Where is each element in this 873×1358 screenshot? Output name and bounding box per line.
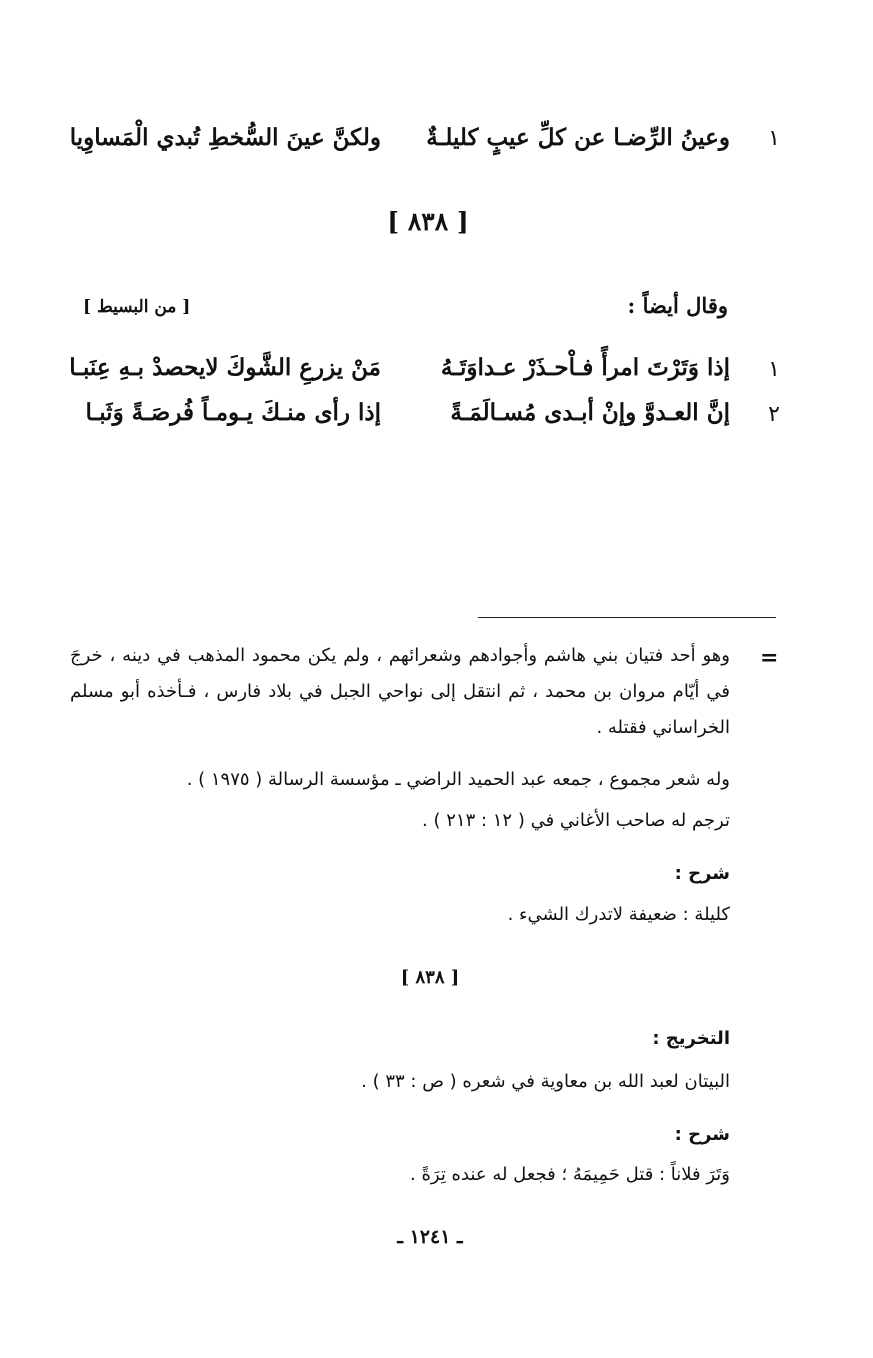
footnote-poem-number: [ ٨٣٨ ]: [400, 967, 460, 988]
verse-first-hemistich: إذا وَتَرْتَ امرأً فـاْحـذَرْ عـداوَتَـهُ: [440, 354, 730, 381]
poem-number: [ ٨٣٨ ]: [387, 207, 469, 236]
verse-first-hemistich: إنَّ العـدوَّ وإنْ أبـدى مُسـالَمَـةً: [450, 399, 730, 426]
sharh-heading: شرح :: [674, 863, 730, 884]
verse-second-hemistich: ولكنَّ عينَ السُّخطِ تُبدي الْمَساوِيا: [69, 124, 381, 151]
poem-intro: وقال أيضاً :: [627, 293, 728, 318]
verse-number: ١: [768, 357, 780, 382]
verse-second-hemistich: مَنْ يزرعِ الشَّوكَ لايحصدْ بـهِ عِنَبـا: [69, 354, 381, 381]
verse-number: ٢: [768, 402, 780, 427]
sharh-text: كليلة : ضعيفة لاتدرك الشيء .: [507, 904, 730, 925]
verse-first-hemistich: وعينُ الرِّضـا عن كلِّ عيبٍ كليلـةٌ: [426, 124, 730, 151]
poem-meter: [ من البسيط ]: [83, 297, 191, 317]
sharh-heading: شرح :: [674, 1124, 730, 1145]
page-number: ـ ١٢٤١ ـ: [397, 1226, 463, 1248]
verse-number: ١: [768, 126, 780, 151]
verse-second-hemistich: إذا رأى منـكَ يـومـاً فُرصَـةً وَثَبـا: [85, 399, 381, 426]
footnote-diwan-line: وله شعر مجموع ، جمعه عبد الحميد الراضي ـ مؤسسة الرسالة ( ١٩٧٥ ) .: [186, 769, 730, 790]
takhrij-text: البيتان لعبد الله بن معاوية في شعره ( ص : ٣٣ ) .: [361, 1071, 730, 1092]
footnote-continuation-mark: =: [760, 645, 779, 671]
footnote-separator: [478, 617, 776, 618]
footnote-aghani-line: ترجم له صاحب الأغاني في ( ١٢ : ٢١٣ ) .: [422, 810, 730, 831]
takhrij-heading: التخريج :: [652, 1028, 730, 1049]
footnote-bio-paragraph: وهو أحد فتيان بني هاشم وأجوادهم وشعرائهم ، ولم يكن محمود المذهب في دينه ، خرجَ في أيّام مروان بن محمد ، ثم انتقل إلى نواحي الجبل في بلاد فارس ، فـأخذه أبو مسلم الخراساني فقتله .: [70, 645, 730, 738]
sharh-text: وَتَرَ فلاناً : قتل حَمِيمَهُ ؛ فجعل له عنده تِرَةً .: [410, 1164, 730, 1185]
